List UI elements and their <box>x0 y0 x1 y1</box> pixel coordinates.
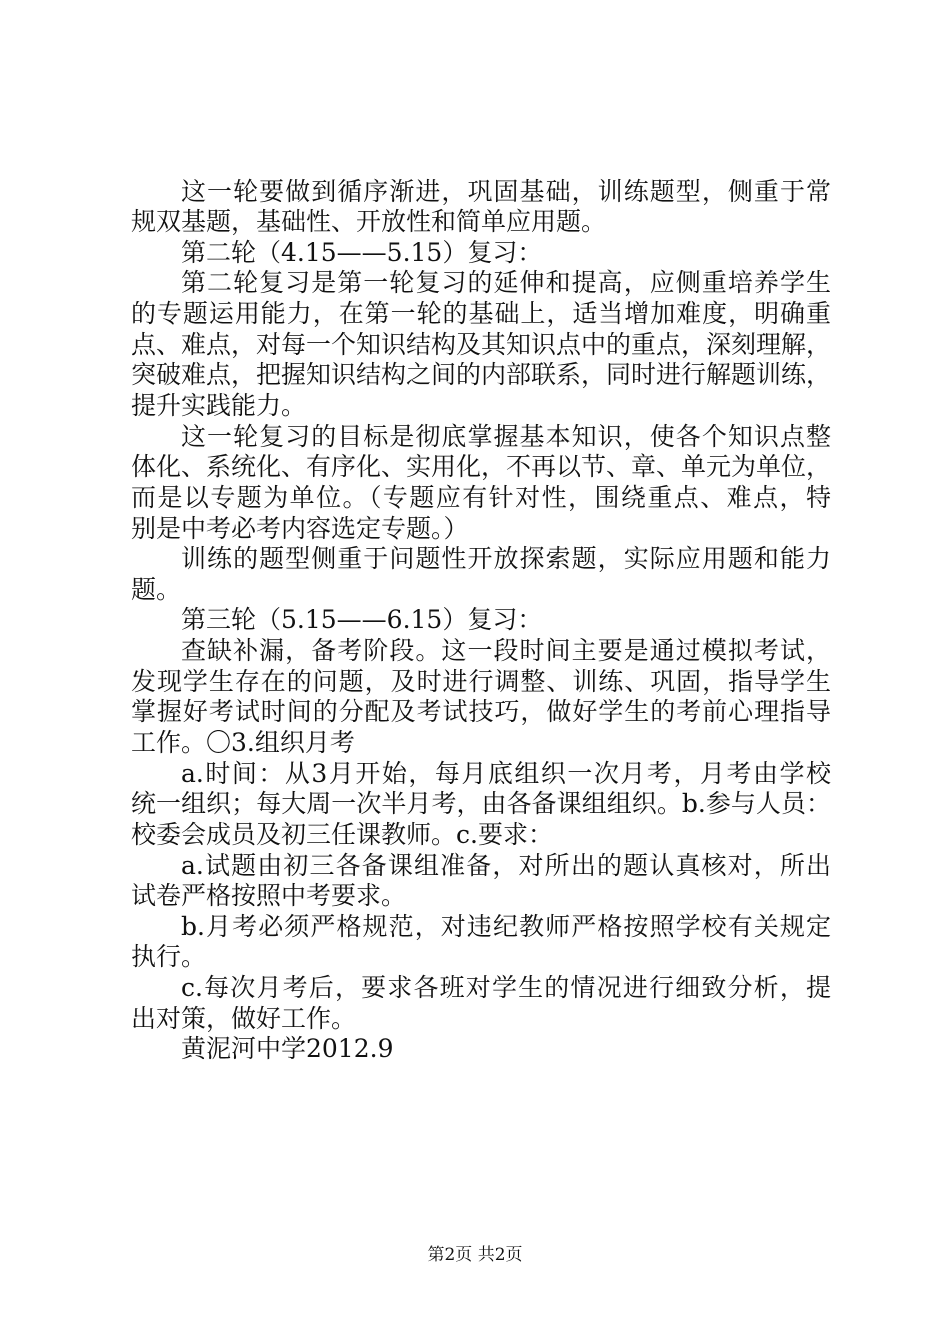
paragraph-line: 这一轮要做到循序渐进，巩固基础，训练题型，侧重于常 <box>181 177 831 206</box>
signature-line: 黄泥河中学2012.9 <box>181 1034 394 1063</box>
paragraph-line: 突破难点，把握知识结构之间的内部联系，同时进行解题训练， <box>131 360 831 389</box>
paragraph-line: 题。 <box>131 575 182 604</box>
paragraph-line: 训练的题型侧重于问题性开放探索题，实际应用题和能力 <box>181 544 831 573</box>
section-heading-round-two: 第二轮（4.15——5.15）复习： <box>181 238 543 267</box>
paragraph-line: 第二轮复习是第一轮复习的延伸和提高，应侧重培养学生 <box>181 268 831 297</box>
paragraph-line: 工作。〇3.组织月考 <box>131 728 355 757</box>
paragraph-line: 的专题运用能力，在第一轮的基础上，适当增加难度，明确重 <box>131 299 831 328</box>
paragraph-line: a.试题由初三各备课组准备，对所出的题认真核对，所出 <box>181 851 831 880</box>
paragraph-line: 执行。 <box>131 942 207 971</box>
paragraph-line: 掌握好考试时间的分配及考试技巧，做好学生的考前心理指导 <box>131 697 831 726</box>
paragraph-line: b.月考必须严格规范，对违纪教师严格按照学校有关规定 <box>181 912 831 941</box>
paragraph-line: 发现学生存在的问题，及时进行调整、训练、巩固，指导学生 <box>131 667 831 696</box>
paragraph-line: 点、难点，对每一个知识结构及其知识点中的重点，深刻理解， <box>131 330 831 359</box>
paragraph-line: 这一轮复习的目标是彻底掌握基本知识，使各个知识点整 <box>181 422 831 451</box>
page-number-footer: 第2页 共2页 <box>427 1245 523 1265</box>
paragraph-line: 统一组织；每大周一次半月考，由各备课组组织。b.参与人员： <box>131 789 831 818</box>
paragraph-line: 试卷严格按照中考要求。 <box>131 881 407 910</box>
paragraph-line: 校委会成员及初三任课教师。c.要求： <box>131 820 553 849</box>
paragraph-line: 别是中考必考内容选定专题。） <box>131 514 469 543</box>
paragraph-line: c.每次月考后，要求各班对学生的情况进行细致分析，提 <box>181 973 831 1002</box>
section-heading-round-three: 第三轮（5.15——6.15）复习： <box>181 605 543 634</box>
paragraph-line: 规双基题，基础性、开放性和简单应用题。 <box>131 207 607 236</box>
paragraph-line: 查缺补漏，备考阶段。这一段时间主要是通过模拟考试， <box>181 636 831 665</box>
paragraph-line: 而是以专题为单位。（专题应有针对性，围绕重点、难点，特 <box>131 483 831 512</box>
paragraph-line: 出对策，做好工作。 <box>131 1004 357 1033</box>
paragraph-line: 提升实践能力。 <box>131 391 307 420</box>
paragraph-line: 体化、系统化、有序化、实用化，不再以节、章、单元为单位， <box>131 452 831 481</box>
paragraph-line: a.时间：从3月开始，每月底组织一次月考，月考由学校 <box>181 759 831 788</box>
